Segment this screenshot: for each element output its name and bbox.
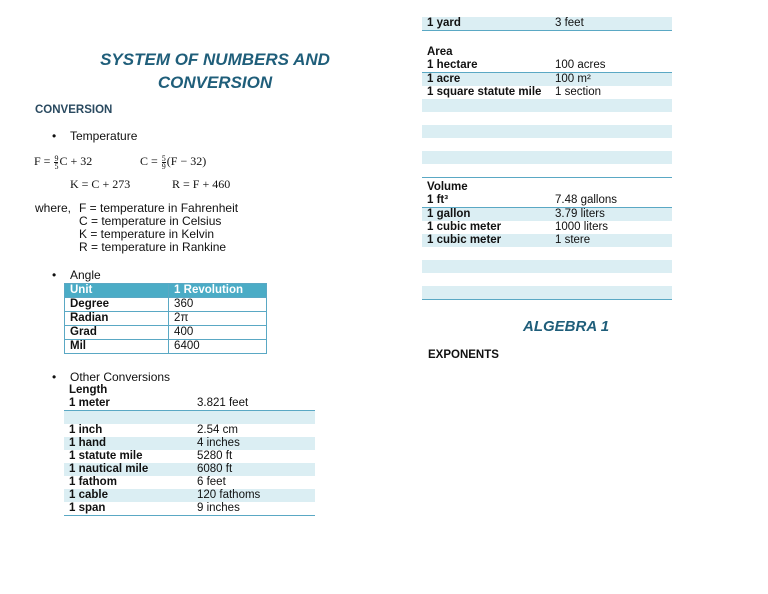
value-cell: 120 fathoms [192, 489, 315, 502]
unit-cell: 1 statute mile [69, 450, 143, 462]
unit-cell: 1 square statute mile [427, 86, 542, 98]
bullet-angle: • Angle [70, 268, 101, 282]
unit-cell [422, 99, 550, 112]
table-row [65, 312, 267, 326]
table-row [64, 411, 315, 425]
unit-cell: Grad [65, 326, 169, 340]
unit-cell: 1 cubic meter [422, 234, 550, 247]
bullet-temperature: • Temperature [70, 129, 137, 143]
table-caption-row [422, 181, 672, 194]
unit-cell [422, 273, 550, 286]
yard-row-table [422, 17, 672, 31]
unit-cell: 1 span [64, 502, 192, 516]
unit-cell [422, 151, 550, 164]
bullet-other-conversions: • Other Conversions [70, 370, 170, 384]
unit-cell: Mil [65, 340, 169, 354]
title-line-2: CONVERSION [157, 73, 273, 92]
table-row [65, 326, 267, 340]
title-line-1: SYSTEM OF NUMBERS AND [100, 50, 330, 69]
value-cell: 100 acres [550, 59, 672, 73]
area-table [422, 46, 672, 178]
table-row [64, 502, 315, 516]
value-cell [550, 151, 672, 164]
table-row [422, 221, 672, 234]
table-row [422, 112, 672, 125]
table-row [65, 298, 267, 312]
table-row [422, 247, 672, 260]
value-cell: 5280 ft [197, 450, 233, 462]
value-cell: 6080 ft [192, 463, 315, 476]
table-row [422, 208, 672, 222]
value-cell [550, 164, 672, 178]
table-row [422, 286, 672, 300]
value-cell [550, 273, 672, 286]
value-cell: 3.79 liters [550, 208, 672, 222]
header-revolution: 1 Revolution [169, 284, 267, 298]
unit-cell [422, 286, 550, 300]
length-caption: Length [69, 384, 108, 396]
unit-cell: Radian [65, 312, 169, 326]
unit-cell: 1 cubic meter [427, 221, 502, 233]
value-cell: 1000 liters [555, 221, 609, 233]
area-caption: Area [427, 46, 453, 58]
table-row [422, 125, 672, 138]
value-cell [550, 286, 672, 300]
table-row [422, 86, 672, 99]
table-header-row [65, 284, 267, 298]
table-row [64, 489, 315, 502]
value-cell [550, 138, 672, 151]
where-definitions [79, 202, 238, 254]
unit-cell: 1 gallon [422, 208, 550, 222]
length-table [64, 384, 315, 516]
table-row [64, 397, 315, 411]
formula-fahrenheit [34, 154, 92, 170]
table-row [422, 151, 672, 164]
table-row [422, 234, 672, 247]
unit-cell [422, 260, 550, 273]
table-row [422, 260, 672, 273]
table-row [422, 17, 672, 31]
formula-f-lhs: F = [34, 154, 54, 168]
angle-table [64, 283, 267, 354]
header-unit: Unit [65, 284, 169, 298]
unit-cell: 1 acre [422, 73, 550, 87]
value-cell: 100 m² [550, 73, 672, 87]
value-cell [550, 125, 672, 138]
table-caption-row [422, 46, 672, 59]
unit-cell [422, 112, 550, 125]
unit-cell [422, 125, 550, 138]
formula-rankine: R = F + 460 [172, 177, 231, 191]
volume-caption: Volume [427, 181, 468, 193]
value-cell [550, 260, 672, 273]
value-cell [192, 411, 315, 425]
unit-cell: 1 yard [422, 17, 550, 31]
value-cell: 1 stere [550, 234, 672, 247]
table-caption-row [64, 384, 315, 397]
table-row [422, 73, 672, 87]
table-row [422, 273, 672, 286]
unit-cell: 1 meter [64, 397, 192, 411]
value-cell: 1 section [555, 86, 602, 98]
fraction-5-9: $\frac{5}{9}$ [161, 153, 166, 171]
document-title [60, 48, 370, 94]
table-row [422, 138, 672, 151]
formula-c-lhs: C = [140, 154, 161, 168]
formula-c-rhs: (F − 32) [166, 154, 207, 168]
value-cell [550, 99, 672, 112]
value-cell: 9 inches [192, 502, 315, 516]
unit-cell: 1 ft³ [422, 194, 550, 208]
value-cell: 6400 [169, 340, 267, 354]
table-row [422, 164, 672, 178]
value-cell: 400 [169, 326, 267, 340]
unit-cell [422, 164, 550, 178]
unit-cell: 1 inch [69, 424, 103, 436]
algebra-title: ALGEBRA 1 [523, 318, 610, 335]
value-cell: 6 feet [197, 476, 226, 488]
unit-cell: 1 hectare [422, 59, 550, 73]
where-line-c: C = temperature in Celsius [79, 214, 222, 228]
value-cell: 4 inches [192, 437, 315, 450]
where-line-k: K = temperature in Kelvin [79, 227, 215, 241]
table-row [64, 450, 315, 463]
unit-cell [64, 411, 192, 425]
where-line-f: F = temperature in Fahrenheit [79, 201, 239, 215]
table-row [64, 476, 315, 489]
table-row [64, 424, 315, 437]
where-label: where, [35, 201, 72, 215]
conversion-heading: CONVERSION [35, 104, 113, 116]
unit-cell: Degree [65, 298, 169, 312]
table-row [64, 463, 315, 476]
value-cell: 360 [169, 298, 267, 312]
table-row [65, 340, 267, 354]
where-line-r: R = temperature in Rankine [79, 240, 227, 254]
table-row [64, 437, 315, 450]
fraction-9-5: $\frac{9}{5}$ [54, 153, 59, 171]
unit-cell [422, 247, 550, 260]
formula-f-rhs: C + 32 [59, 154, 93, 168]
value-cell: 2.54 cm [197, 424, 238, 436]
value-cell: 3.821 feet [192, 397, 315, 411]
volume-table [422, 181, 672, 300]
value-cell [550, 112, 672, 125]
unit-cell: 1 fathom [69, 476, 117, 488]
exponents-heading: EXPONENTS [428, 349, 499, 361]
table-row [422, 194, 672, 208]
formula-celsius [140, 154, 206, 170]
value-cell: 2π [169, 312, 267, 326]
table-row [422, 59, 672, 73]
unit-cell: 1 hand [64, 437, 192, 450]
value-cell [550, 247, 672, 260]
table-row [422, 99, 672, 112]
unit-cell [422, 138, 550, 151]
value-cell: 7.48 gallons [550, 194, 672, 208]
formula-kelvin: K = C + 273 [70, 177, 131, 191]
value-cell: 3 feet [550, 17, 672, 31]
unit-cell: 1 cable [64, 489, 192, 502]
unit-cell: 1 nautical mile [64, 463, 192, 476]
